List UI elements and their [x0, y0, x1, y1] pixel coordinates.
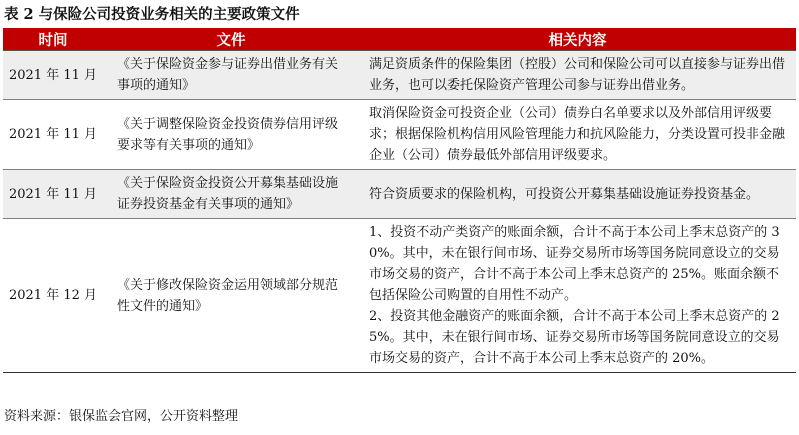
header-time: 时间 — [3, 28, 103, 51]
row-time: 2021 年 11 月 — [3, 100, 103, 170]
content-paragraph: 符合资质要求的保险机构，可投资公开募集基础设施证券投资基金。 — [369, 186, 760, 202]
header-content: 相关内容 — [359, 28, 796, 51]
row-content — [359, 219, 796, 373]
source-note: 资料来源：银保监会官网，公开资料整理 — [4, 409, 239, 424]
content-paragraph: 1、投资不动产类资产的账面余额，合计不高于本公司上季末总资产的 30%。其中，未在银行间市场、证券交易所市场等国务院同意设立的交易市场交易的资产，合计不高于本公司上季末总资产的 25%。账面余额不包括保险公司购置的自用性不动产。 — [369, 225, 780, 303]
table-title: 表 2 与保险公司投资业务相关的主要政策文件 — [4, 6, 300, 23]
table-row — [3, 100, 796, 170]
policy-table — [3, 28, 796, 373]
table-header-row — [3, 28, 796, 51]
header-document: 文件 — [103, 28, 359, 51]
row-time: 2021 年 11 月 — [3, 170, 103, 219]
content-paragraph: 取消保险资金可投资企业（公司）债券白名单要求以及外部信用评级要求；根据保险机构信用风险管理能力和抗风险能力，分类设置可投非金融企业（公司）债券最低外部信用评级要求。 — [369, 106, 786, 163]
row-content — [359, 100, 796, 170]
row-document: 《关于保险资金投资公开募集基础设施证券投资基金有关事项的通知》 — [103, 170, 359, 219]
content-paragraph: 满足资质条件的保险集团（控股）公司和保险公司可以直接参与证券出借业务，也可以委托保险资产管理公司参与证券出借业务。 — [369, 57, 786, 93]
table-row — [3, 51, 796, 100]
content-paragraph: 2、投资其他金融资产的账面余额，合计不高于本公司上季末总资产的 25%。其中，未在银行间市场、证券交易所市场等国务院同意设立的交易市场交易的资产，合计不高于本公司上季末总资产的 20%。 — [369, 309, 780, 366]
row-content — [359, 170, 796, 219]
table-row — [3, 219, 796, 373]
row-time: 2021 年 11 月 — [3, 51, 103, 100]
row-time: 2021 年 12 月 — [3, 219, 103, 373]
row-document: 《关于调整保险资金投资债券信用评级要求等有关事项的通知》 — [103, 100, 359, 170]
table-row — [3, 170, 796, 219]
row-document: 《关于保险资金参与证券出借业务有关事项的通知》 — [103, 51, 359, 100]
row-content — [359, 51, 796, 100]
row-document: 《关于修改保险资金运用领域部分规范性文件的通知》 — [103, 219, 359, 373]
